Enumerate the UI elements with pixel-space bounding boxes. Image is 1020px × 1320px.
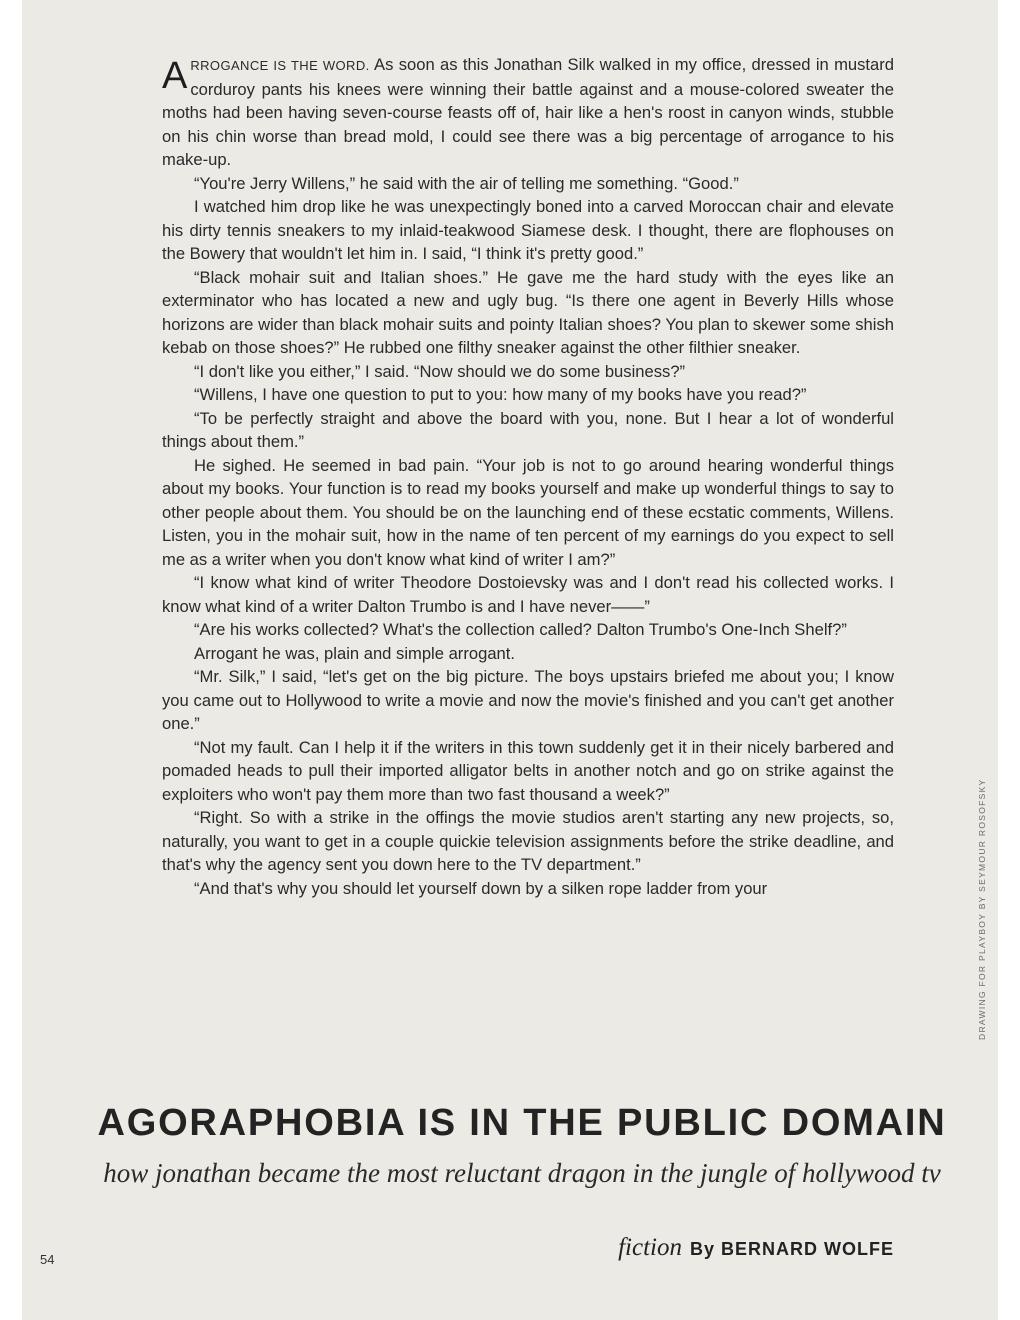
lead-in: RROGANCE IS THE WORD. [190, 58, 370, 73]
paragraph: “I know what kind of writer Theodore Dostoievsky was and I don't read his collected works. I know what kind of a writer Dalton Trumbo is and I have never——” [162, 573, 894, 616]
lead-text: As soon as this Jonathan Silk walked in my office, dressed in mustard corduroy pants his knees were winning their battle against and a mouse-colored sweater the moths had been having seven-course feasts off of, hair like a hen's roost in canyon winds, stubble on his chin worse than bread mold, I could see there was a big percentage of arrogance to his make-up. [162, 55, 895, 169]
paragraph: Arrogant he was, plain and simple arrogant. [194, 643, 515, 663]
paragraph: “Black mohair suit and Italian shoes.” He gave me the hard study with the eyes like an exterminator who has located a new and ugly bug. “Is there one agent in Beverly Hills whose horizons are wider than black mohair suits and pointy Italian shoes? You plan to skewer some shish kebab on those shoes?” He rubbed one filthy sneaker against the other filthier sneaker. [162, 267, 894, 357]
paragraph: “And that's why you should let yourself down by a silken rope ladder from your [194, 878, 768, 898]
paragraph: “You're Jerry Willens,” he said with the air of telling me something. “Good.” [194, 173, 739, 193]
page-number: 54 [40, 1252, 55, 1267]
paragraph: “I don't like you either,” I said. “Now should we do some business?” [194, 361, 686, 381]
paragraph: “Right. So with a strike in the offings the movie studios aren't starting any new projects, so, naturally, you want to get in a couple quickie television assignments before the strike deadline, and that's why the agency sent you down here to the TV department.” [162, 808, 894, 874]
genre-label: fiction [618, 1234, 682, 1261]
paragraph: “Mr. Silk,” I said, “let's get on the big picture. The boys upstairs briefed me about you; I know you came out to Hollywood to write a movie and now the movie's finished and you can't get another one.” [162, 667, 894, 733]
paragraph: “To be perfectly straight and above the board with you, none. But I hear a lot of wonderful things about them.” [162, 408, 894, 451]
article-title: AGORAPHOBIA IS IN THE PUBLIC DOMAIN [97, 1102, 947, 1144]
article-subtitle: how jonathan became the most reluctant dragon in the jungle of hollywood tv [103, 1158, 941, 1188]
paragraph: I watched him drop like he was unexpectingly boned into a carved Moroccan chair and elevate his dirty tennis sneakers to my inlaid-teakwood Siamese desk. I thought, there are flophouses on the Bowery that wouldn't let him in. I said, “I think it's pretty good.” [162, 197, 894, 263]
byline [618, 1234, 894, 1262]
paragraph: “Are his works collected? What's the collection called? Dalton Trumbo's One-Inch Shelf?” [194, 620, 847, 639]
paragraph: He sighed. He seemed in bad pain. “Your job is not to go around hearing wonderful things about my books. Your function is to read my books yourself and make up wonderful things to say to other people about them. You should be on the launching end of these ecstatic comments, Willens. Listen, you in the mohair suit, how in the name of ten percent of my earnings do you expect to sell me as a writer when you don't know what kind of writer I am?” [162, 455, 894, 569]
paragraph: “Willens, I have one question to put to you: how many of my books have you read?” [194, 385, 807, 404]
lead-paragraph [162, 53, 894, 172]
article-body [162, 53, 894, 900]
author-name: By BERNARD WOLFE [690, 1239, 894, 1259]
drop-cap: A [162, 55, 188, 97]
paragraph: “Not my fault. Can I help it if the writers in this town suddenly get it in their nicely barbered and pomaded heads to pull their imported alligator belts in another notch and go on strike against the exploiters who won't pay them more than two fast thousand a week?” [162, 737, 894, 804]
illustration-credit: DRAWING FOR PLAYBOY BY SEYMOUR ROSOFSKY [977, 778, 987, 1040]
